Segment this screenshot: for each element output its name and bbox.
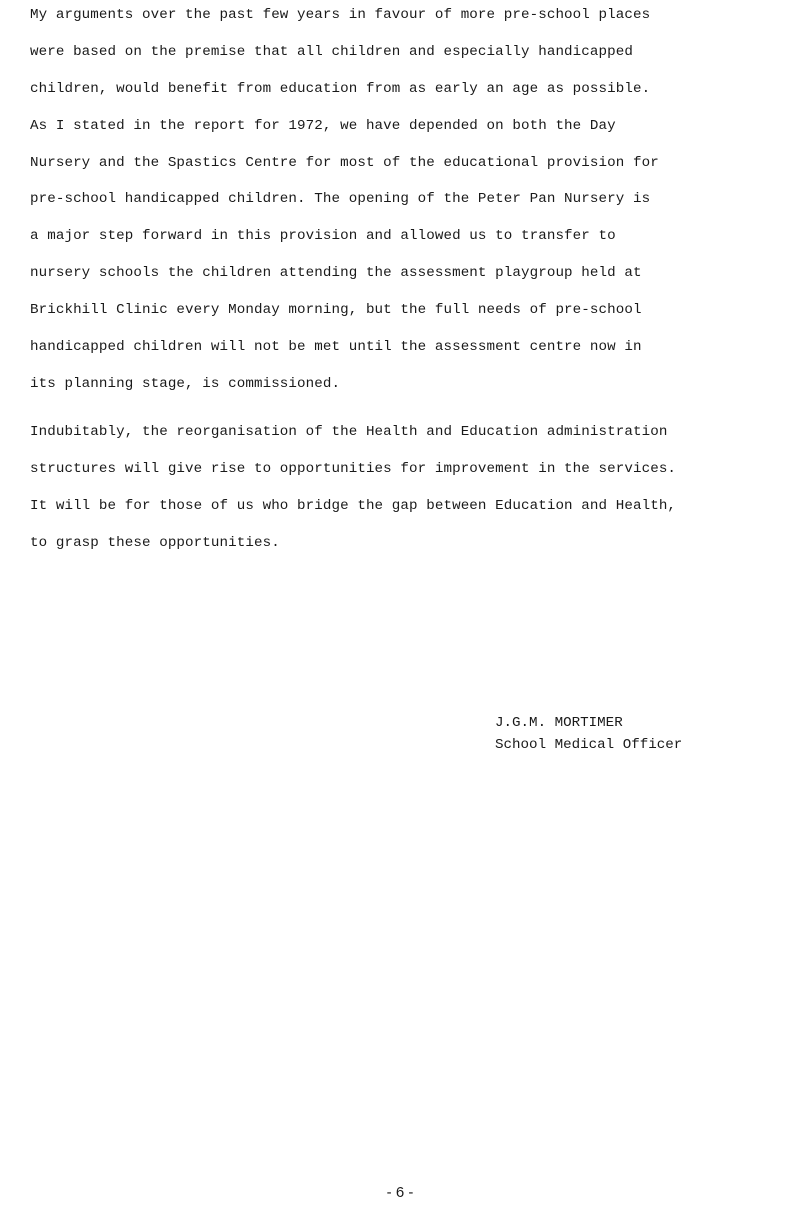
signature-block (495, 712, 682, 756)
signatory-name: J.G.M. MORTIMER (495, 715, 623, 731)
text-line: Indubitably, the reorganisation of the Health and Education administration (30, 424, 668, 440)
text-line: Brickhill Clinic every Monday morning, but the full needs of pre-school (30, 302, 642, 319)
text-line: its planning stage, is commissioned. (30, 375, 341, 392)
paragraph-pre-school-places (30, 3, 795, 409)
text-line: a major step forward in this provision and allowed us to transfer to (30, 228, 616, 245)
text-line: children, would benefit from education from as early an age as possible. (30, 80, 651, 97)
text-line: Nursery and the Spastics Centre for most of the educational provision for (30, 154, 659, 171)
text-line: to grasp these opportunities. (30, 534, 280, 551)
text-line: It will be for those of us who bridge the gap between Education and Health, (30, 497, 677, 514)
text-line: nursery schools the children attending the assessment playgroup held at (30, 265, 642, 282)
text-line: were based on the premise that all children and especially handicapped (30, 43, 633, 60)
page-number: - 6 - (386, 1184, 414, 1201)
paragraph-reorganisation (30, 420, 795, 568)
signatory-title: School Medical Officer (495, 737, 683, 753)
text-line: handicapped children will not be met until the assessment centre now in (30, 339, 642, 356)
text-line: pre-school handicapped children. The opening of the Peter Pan Nursery is (30, 191, 651, 208)
text-line: structures will give rise to opportunities for improvement in the services. (30, 460, 677, 477)
text-line: As I stated in the report for 1972, we have depended on both the Day (30, 117, 616, 134)
text-line: My arguments over the past few years in favour of more pre-school places (30, 7, 651, 23)
